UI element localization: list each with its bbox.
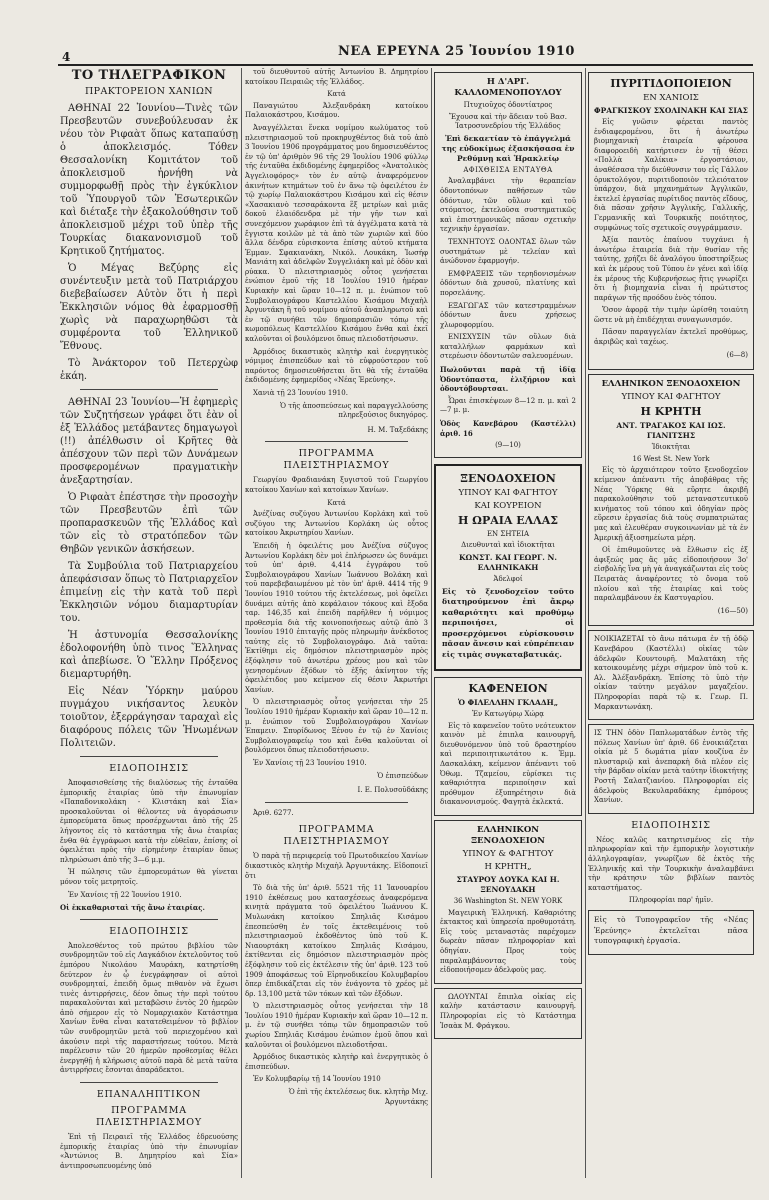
auction-text: Ἀναγγέλλεται ἕνεκα νομίμου κωλύματος τοῦ πλειστηριασμοῦ τοῦ προκηρυχθέντος διὰ τοῦ ἀπὸ 3 Ἰουνίου 1906 προγράμματος μου δημοσιευθέντος ἐν τῷ ὑπ' ἀριθμὸν 96 τῆς 29 Ἰουλίου 1906 φύλλῳ τῆς ἐνταῦθα ἐκδιδομένης ἐφημερίδος «Ἀνατολικὸς Ἀγγελιοφόρος» τὸν ἐν αὐτῷ ἀναφερόμενον ἀκινήτων κτημάτων τοῦ ἐν ἄνω τῷ ὀφειλέτου ἐν τῷ χωρίῳ Παλαιοκάστρου Κισάμου καὶ εἰς θέσιν «Χασακιανὸ τεσσαράκοντα ἓξ μετρίων καὶ μιᾶς δοκοῦ ἐλαιόδενδρα μὲ τὴν γῆν των καὶ συνεχόμενον χωράφιον ἐπὶ τὰ ἀγγέλματα κατὰ τὰ ἔγγιστα κοιλῶν μὲ τὰ ἀπὸ τῶν χωριῶν καὶ δύο ἄλλα δένδρα εὑρισκοντα ἐπίσης αὐτοῦ κτήματα Ἐμμαν. Σφακιανάκη, Νικόλ. Λουκάκη, Ἰωσήφ Μανιάτη καὶ ἀδελφῶν Συγγελιάκη καὶ μὲ ὁδὸν καὶ ρύακα. Ὁ πλειστηριασμὸς οὗτος γενήσεται ἐνώπιον ἐμοῦ τῆς 18 Ἰουλίου 1910 ἡμέραν Κυριακὴν καὶ ὥραν 10—12 π. μ. ἐνώπιον τοῦ Συμβολαιογράφου Καστελλίου Κισάμου Μιχαὴλ Ἀργυντάκη ἢ τοῦ νομίμου αὐτοῦ ἀναπληρωτοῦ καὶ ἐν τῷ συνήθει τῶν δημοπρασιῶν τόπῳ τῆς κωμοπόλεως Καστελλίου Κισάμου ἔνθα καὶ ἐκεῖ καλοῦνται οἱ βουλόμενοι ὅπως πλειοδοτήσωσιν. <box>245 123 428 344</box>
gunpowder-title: ΠΥΡΙΤΙΔΟΠΟΙΕΙΟΝ <box>610 77 732 90</box>
auction-number: Ἀριθ. 6277. <box>253 808 294 817</box>
hotel-address: 36 Washington St. NEW YORK <box>453 897 563 906</box>
column-2 <box>245 68 428 1178</box>
telegram: Τὸ Ἀνάκτορον τοῦ Πετερχὼφ ἐκάη. <box>60 358 238 382</box>
furniture-sale-ad <box>434 988 582 1039</box>
dentist-arrival: ΑΦΙΧΘΕΙΣΑ ΕΝΤΑΥΘΑ <box>463 165 553 174</box>
dentist-text: ΕΝΙΣΧΥΣΙΝ τῶν οὔλων διὰ καταλλήλων φαρμάκων καὶ στερέωσιν ὀδοντωτῶν σαλευομένων. <box>440 333 576 361</box>
hotel-text: Εἰς τὸ ξενοδοχεῖον τοῦτο διατηρούμενον ἐπὶ ἄκρῳ καθαριότητι καὶ προθύμῳ περιποιήσει, οἱ προσερχόμενοι εὑρίσκουσιν πᾶσαν ἄνεσιν καὶ εὐπρέπειαν εἰς τιμὰς συγκαταβατικάς. <box>442 586 574 659</box>
divider <box>80 1082 218 1083</box>
auction-heading: ΠΡΟΓΡΑΜΜΑ ΠΛΕΙΣΤΗΡΙΑΣΜΟΥ <box>96 1105 202 1129</box>
notice-heading: ΕΙΔΟΠΟΙΗΣΙΣ <box>109 763 189 774</box>
divider <box>265 802 408 803</box>
rent-ad <box>588 630 754 720</box>
hotel-owners: ΣΤΑΥΡΟΥ ΔΟΥΚΑ ΚΑΙ Η. ΞΕΝΟΥΔΑΚΗ <box>456 875 560 895</box>
auction-against: Κατά <box>327 498 346 507</box>
dentist-text: ΤΕΧΝΗΤΟΥΣ ΟΔΟΝΤΑΣ ὅλων τῶν συστημάτων μὲ τελείαν καὶ ἀνώδυνον ἐφαρμογήν. <box>440 237 576 266</box>
auction-text: Ὁ παρὰ τῇ περιφερείᾳ τοῦ Πρωτοδικείου Χανίων δικαστικὸς κλητὴρ Μιχαὴλ Ἀργυντάκης. Εἰδοποιεῖ ὅτι <box>245 852 428 880</box>
rent-text: ΙΣ ΤΗΝ ὁδὸν Παπλωματάδων ἐντὸς τῆς πόλεως Χανίων ὑπ' ἀριθ. 66 ἐνοικιάζεται οἰκία μὲ 5 δωμάτια μίαν κουζίνα ἐν πλυσταριῷ καὶ ἀνεπαρκὴ διὰ πλέον εἰς τὴν βάρδαν οἰκίαν μετὰ ταύτην ἰδιοκτήτης Ροστῆ Σαλατζιανίου. Πληροφορίαι εἰς ἀδελφοὺς Βεκυλαραδάκης ἐμπόρους Χανίων. <box>594 729 748 805</box>
hotel-title: ΥΠΝΟΥ & ΦΑΓΗΤΟΥ <box>462 849 554 860</box>
auction-text: Ἐπειδὴ ἡ ὀφειλέτις μου Ἀνέζίνα σύζυγος Ἀντωνίου Κορλάκη δὲν μοὶ ἐπλήρωσεν ὡς δυνάμει τοῦ ὑπ' ἀριθ. 4,414 ἐγγράφου τοῦ Συμβολαιογράφου Χανίων Ἰωάννου Βολάκη καὶ τοῦ παρεβεβαιωμένου μὲ τὸν ὑπ' ἀριθ. 4414 τῆς 9 Ἰουνίου 1910 τούτου τῆς ἐκτελέσεως, μοὶ ὀφείλει δυνάμει αὐτῆς ἀπὸ κεφάλαιον τόκους καὶ ἔξοδα ταρ. 146,35 καὶ ἐπειδὴ παρῆλθεν ἡ νόμιμος προθεσμία διὰ τῆς κοινοποιήσεως αὐτῷ ἀπὸ 3 Ἰουνίου 1910 ἐπιταγῆς πρὸς πληρωμὴν ἀνέκδοτος ταύτης εἰς τὸ Συμβολαιογράφο. Διὰ ταῦτα: Ἐκτίθημι εἰς δημόσιον πλειστηριασμὸν πρὸς ἐξόφλησιν τοῦ ἀνωτέρω χρέους μου καὶ τῶν γενησομένων ἐξόδων τὸ ἐξῆς ἀκίνητον τῆς ὀφειλέτιδος μου κείμενον εἰς θέσιν Ἀκρωτήρι Χανίων. <box>245 541 428 694</box>
auction-text: Ὁ πλειστηριασμὸς οὗτος γενήσεται τὴν 25 Ἰουλίου 1910 ἡμέραν Κυριακὴν καὶ ὥραν 10—12 π. μ. ἐνώπιον τοῦ Συμβολαιογράφου Χανίων Ἐπαμειν. Σπυρίδωνος Ξένου ἐν τῷ ἐν Χανίοις Συμβολαιογραφείῳ του καὶ ἔνθα καλοῦνται οἱ βουλόμενοι ὅπως πλειοδοτήσωσιν. <box>245 698 428 755</box>
hotel-owners: ΑΝΤ. ΤΡΑΓΑΚΟΣ ΚΑΙ ΙΩΣ. ΓΙΑΝΙΤΣΗΣ <box>616 421 726 441</box>
cafe-name: Ὁ ΦΙΛΕΛΛΗΝ ΓΚΛΑΔΗ„ <box>457 698 559 708</box>
notice-text: Νέος καλῶς κατηρτισμένος εἰς τὴν πληρωφορίαν καὶ τὴν ἐμπορικὴν λογιστικὴν ἀλληλογραφίαν, γνωρίζων δὲ ἐκτὸς τῆς Ἑλληνικῆς καὶ τὴν Τουρκικὴν ἀναλαμβάνει τὴν κράτησιν τῶν βιβλίων παντὸς καταστήματος. <box>588 835 754 892</box>
telegraph-subtitle: ΠΡΑΚΤΟΡΕΙΟΝ ΧΑΝΙΩΝ <box>84 86 214 97</box>
column-divider <box>431 68 432 1178</box>
page-number: 4 <box>62 50 71 64</box>
telegraph-title: ΤΟ ΤΗΛΕΓΡΑΦΙΚΟΝ <box>71 68 227 83</box>
auction-date: Ἐν Κολυμβαρίῳ τῇ 14 Ἰουνίου 1910 <box>253 1075 381 1084</box>
gunpowder-text: Πᾶσαν παραγγελίαν ἐκτελεῖ προθύμως, ἀκριβῶς καὶ ταχέως. <box>594 328 748 347</box>
auction-text: Ὁ πλειστηριασμὸς οὗτος γενήσεται τὴν 18 Ἰουλίου 1910 ἡμέραν Κυριακὴν καὶ ὥραν 10—12 π. μ. ἐν τῷ συνήθει τόπῳ τῶν δημοπρασιῶν τοῦ χωρίου Σπηλιᾶς Κισάμου ἐνώπιον ἐμοῦ ὅπου καὶ καλοῦνται οἱ βουλόμενοι πλειοδοτῆσαι. <box>245 1002 428 1049</box>
telegram: Τὰ Συμβούλια τοῦ Πατριαρχείου ἀπεφάσισαν ὅπως τὸ Πατριαρχεῖον ἐπιμείνῃ εἰς τὴν κατὰ τοῦ περὶ Ἐκκλησιῶν νόμου διαμαρτυρίαν του. <box>60 561 238 624</box>
hotel-text: Οἱ ἐπιθυμοῦντες νὰ ἔλθωσιν εἰς ἐξ ἀφιξεώς μας ἂς μᾶς εἰδοποιήσουν 3ο' εἰσβολῆς ἵνα μὴ γὰ ἀναγκάζωνται εἰς τοὺς Πειρατὰς ἀναφέροντες τὸ ὄνομα τοῦ πλοίου καὶ τῆς ἑταιρίας καὶ τοὺς παραλαμβάνουν ἐκ Καστυγαρίου. <box>594 546 748 603</box>
hotel-ad <box>434 820 582 984</box>
hotel-owners-label: Ἰδιοκτῆται <box>651 443 691 452</box>
gunpowder-text: Ἀξία παντὸς ἐπαίνου τυγχάνει ἡ ἀνωτέρω ἑταιρεία διὰ τὴν θυσίαν τῆς ταύτης, χρήζει δὲ ἀναλόγου ὑποστηρίξεως καὶ ἐκ μέρους τοῦ Τύπου ἐν γένει καὶ ἰδίᾳ ἐκ μέρους τῆς Κυβερνήσεως ἥτις γνωρίζει ὅτι ἡ βιομηχανία εἶναι ἡ πρώτιστος παράγων τῆς προόδου ἑνὸς τόπου. <box>594 236 748 302</box>
cafe-title: ΚΑΦΕΝΕΙΟΝ <box>468 682 548 696</box>
hotel-ad <box>588 374 754 626</box>
hotel-text: Εἰς τὸ ἀρχαιότερον τοῦτο ξενοδοχεῖον κείμενον ἀπέναντι τῆς ἀποβάθρας τῆς Νέας Ὑόρκης θὰ εὕρητε ἀκριβῆ παρακολούθησιν τοῦ μεταναστευτικοῦ κινήματος τοῦ τόπου καὶ ὁδηγίαν πρὸς εὕρεσιν ἐργασίας διὰ τοὺς συμπατριώτας μας καὶ ἐλευθέραν συγκοινωνίαν μὲ τὰ ἐν Ἀμερικῇ ἀξιοσημείωτα μέρη. <box>594 466 748 542</box>
dentist-hours: Ὧραι ἐπισκέψεων 8—12 π. μ. καὶ 2—7 μ. μ. <box>440 396 576 415</box>
hotel-address: 16 West St. New York <box>632 454 710 463</box>
dentist-text: ΕΞΑΓΩΓΑΣ τῶν κατεστραμμένων ὀδόντων ἄνευ χρήσεως χλωροφορμίου. <box>440 301 576 329</box>
auction-text: Ἐπὶ τῇ Πειραιεῖ τῆς Ἑλλάδος ἐδρευούσης ἐμπορικῆς ἑταιρίας ὑπὸ τὴν ἐπωνυμίαν «Ἀντώνιος Β. Δημητρίου καὶ Σία» ἀντιπροσωπευομένης ὑπό <box>60 1133 238 1170</box>
hotel-location: ΕΝ ΣΗΤΕΙΑ <box>486 529 530 538</box>
notice-text: Ἀποφασισθείσης τῆς διαλύσεως τῆς ἐνταῦθα ἐμπορικῆς ἑταιρίας ὑπὸ τὴν ἐπωνυμίαν «Παπαδονικολάκη - Κλιστάκη καὶ Σία» προσκαλοῦνται οἱ θέλοντες νὰ ἀγοράσωσιν ἐμπορεύματα ὅπως προσέρχωνται ἀπὸ τῆς 25 λήγοντος εἰς τὸ κατάστημα τῆς ἄνω ἑταιρίας ἔνθα θὰ ἐγγράφωσι κατὰ τὴν εὐθεῖαν, ἐπίσης οἱ ὀφειλέται πρὸς τὴν εἰρημένην ἑταιρίαν ὅπως πληρώσωσι ἀπὸ τῆς 3—6 μ.μ. <box>60 779 238 864</box>
rent-ad <box>588 724 754 814</box>
dentist-text: Πωλοῦνται παρὰ τῇ ἰδίᾳ Ὀδοντόπαστα, ἐλιξήριον καὶ ὀδοντόβουρτσαι. <box>440 365 576 394</box>
auction-text: Παναγιώτου Ἀλεξανδράκη κατοίκου Παλαιοκάστρου, Κισάμου. <box>245 101 428 120</box>
hotel-name: Η ΚΡΗΤΗ„ <box>484 862 532 873</box>
auction-text: Τὸ διὰ τῆς ὑπ' ἀριθ. 5521 τῆς 11 Ἰανουαρίου 1910 ἐκθέσεως μου κατασχέσεως ἀναφερόμενα κινητὰ πράγματα τοῦ ὀφειλέτου Ἰωάννου Κ. Μυλωνάκη κατοίκου Σπηλιᾶς Κισάμου ἐπεσπεύσθη ἐν τοῖς ἐκτεθειμένοις τοῦ πλειστηριασμοῦ ἐκδοθέντος ὑπὸ τοῦ Κ. Νιαουρτάκη κατοίκου Σπηλιᾶς Κισάμου, ἐκτίθενται εἰς δημόσιον πλειστηριασμὸν πρὸς ἐξόφλησιν τοῦ εἰς ἐκτέλεσιν τῆς ὑπ' ἀριθ. 123 τοῦ 1909 ἀποφάσεως τοῦ Εἰρηνοδικείου Κολυμβαρίου ὅπερ ἐπιδικάζεται εἰς τὸν ἐνάγοντα τὸ χρέος μὲ δρ. 13,100 μετὰ τῶν τόκων καὶ τῶν ἐξόδων. <box>245 884 428 998</box>
telegram: Ὁ Ριφαὰτ ἐπέστησε τὴν προσοχὴν τῶν Πρεσβευτῶν ἐπὶ τῶν προπαρασκευῶν τῆς Ἑλλάδος καὶ τῶν εἰς τὸ στρατόπεδον τῶν Θηβῶν γενικῶν ἀσκήσεων. <box>60 492 238 555</box>
hotel-name: Η ΚΡΗΤΗ <box>640 405 702 419</box>
auction-text: τοῦ διευθυντοῦ αὐτῆς Ἀντωνίου Β. Δημητρίου κατοίκου Πειραιῶς τῆς Ἑλλάδος. <box>245 68 428 86</box>
notice-date: Ἐν Χανίοις τῇ 22 Ἰουνίου 1910. <box>68 890 182 899</box>
telegram: ΑΘΗΝΑΙ 23 Ἰουνίου—Ἡ ἐφημερὶς τῶν Συζητήσεων γράφει ὅτι ἐὰν οἱ ἐξ Ἑλλάδος μετάβαντες δημαγωγοὶ (!!) ἀπέλθωσιν οἱ Κρῆτες θὰ ἀπέσχουν τῶν περὶ τῶν Δυνάμεων προσφερομένων πραγματικὴν ἀνεξαρτησίαν. <box>60 397 238 486</box>
notice-text: Πληροφορίαι παρ' ἡμῖν. <box>628 896 714 905</box>
hotel-owners-label: Ἀδελφοί <box>493 575 523 583</box>
gunpowder-ad <box>588 72 754 370</box>
newspaper-masthead: ΝΕΑ ΕΡΕΥΝΑ 25 Ἰουνίου 1910 <box>338 44 575 59</box>
gunpowder-owner: ΦΡΑΓΚΙΣΚΟΥ ΣΧΟΛΙΝΑΚΗ ΚΑΙ ΣΙΑΣ <box>594 106 748 115</box>
ad-reference: (6—8) <box>726 350 748 359</box>
auction-heading: ΠΡΟΓΡΑΜΜΑ ΠΛΕΙΣΤΗΡΙΑΣΜΟΥ <box>283 448 390 472</box>
hotel-ad <box>434 464 582 671</box>
divider <box>265 441 408 442</box>
auction-date: Χανιὰ τῇ 23 Ἰουνίου 1910. <box>253 389 348 397</box>
rent-text: ΝΟΙΚΙΑΖΕΤΑΙ τὸ ἄνω πάτωμα ἐν τῇ ὁδῷ Κανεβάρου (Καστέλλι) οἰκίας τῶν ἀδελφῶν Κουντουρῆ. Μαλατάκη τῆς κατοικουμένης μέχρι σήμερον ὑπὸ τοῦ κ. Αλ. Ἀλέξανδράκη. Ἐπίσης τὸ ὑπὸ τὴν οἰκίαν ταύτην μεγάλον μαγαζεῖον. Πληροφορίαι παρὰ τῷ κ. Γεωρ. Π. Μαρκαντωνάκη. <box>594 635 748 711</box>
column-3 <box>434 68 582 1178</box>
notice-heading: ΕΙΔΟΠΟΙΗΣΙΣ <box>631 819 711 831</box>
dentist-subtitle: Πτυχιοῦχος ὀδοντίατρος <box>463 101 553 109</box>
auction-signature: Η. Μ. Ταξεδάκης <box>367 425 428 434</box>
header-rule <box>58 64 753 66</box>
column-4 <box>588 68 754 1178</box>
notice-heading: ΕΙΔΟΠΟΙΗΣΙΣ <box>109 925 189 937</box>
dentist-experience: Ἐπὶ δεκαετίαν τὸ ἐπάγγελμά της εὐδοκίμως ἐξασκήσασα ἐν Ρεθύμνῃ καὶ Ἡρακλείῳ <box>441 133 575 163</box>
gunpowder-text: Ὅσον ἀφορᾷ τὴν τιμὴν ὡρίσθη τοιαύτη ὥστε νὰ μὴ ἐπιδέχηται συναγωνισμόν. <box>594 306 748 324</box>
auction-text: Ἀνέζίνας συζύγου Ἀντωνίου Κορλάκη καὶ τοῦ συζύγου της Ἀντωνίου Κορλάκη ὡς οὗτος κατοίκου Ἀκρωτηρίου Χανίων. <box>245 510 428 538</box>
cafe-location: Ἐν Κατωγύρῳ Χώρᾳ <box>471 710 544 719</box>
cafe-ad <box>434 677 582 816</box>
hotel-title: ΕΛΛΗΝΙΚΟΝ ΞΕΝΟΔΟΧΕΙΟΝ <box>601 379 741 390</box>
hotel-title: ΕΛΛΗΝΙΚΟΝ ΞΕΝΟΔΟΧΕΙΟΝ <box>471 825 545 847</box>
printing-press-ad <box>588 910 754 955</box>
column-divider <box>585 68 586 1178</box>
auction-heading: ΠΡΟΓΡΑΜΜΑ ΠΛΕΙΣΤΗΡΙΑΣΜΟΥ <box>283 824 390 848</box>
divider <box>80 919 218 920</box>
auction-date: Ἐν Χανίοις τῇ 23 Ἰουνίου 1910. <box>253 759 367 767</box>
hotel-owners: ΚΩΝΣΤ. ΚΑΙ ΓΕΩΡΓ. Ν. ΕΛΛΗΝΙΚΑΚΗ <box>459 553 557 572</box>
dentist-license: Ἔχουσα καὶ τὴν ἄδειαν τοῦ Βασ. Ἰατροσυνεδρίου τῆς Ἑλλάδος <box>448 112 568 131</box>
telegram: Ὁ Μέγας Βεζύρης εἰς συνέντευξιν μετὰ τοῦ Πατριάρχου διεβεβαίωσεν Αὐτὸν ὅτι ἡ περὶ Ἐκκλησιῶν νόμος θὰ ἐφαρμοσθῇ χωρὶς νὰ παραχωρηθῶσι τὰ συμφέροντα τοῦ Ἑλληνικοῦ Ἔθνους. <box>60 263 238 352</box>
telegram: Ἡ ἀστυνομία Θεσσαλονίκης ἐδολοφονήθη ὑπὸ τινος Ἕλληνας καὶ ἀπεβίωσε. Ὁ Ἕλλην Πρόξενος διεμαρτυρήθη. <box>60 630 238 680</box>
hotel-title: ΥΠΝΟΥ ΚΑΙ ΦΑΓΗΤΟΥ <box>621 392 721 403</box>
telegram: Εἰς Νέαν Ὑόρκην μαύρου πυγμάχου νικήσαντος λευκὸν τοιοῦτον, ἐξερράγησαν ταραχαὶ εἰς διαφόρους πόλεις τῶν Ἡνωμένων Πολιτειῶν. <box>60 686 238 749</box>
dentist-text: ΕΜΦΡΑΞΕΙΣ τῶν τερηδονισμένων ὀδόντων διὰ χρυσοῦ, πλατίνης καὶ πορσελάνης. <box>440 269 576 297</box>
auction-text: Ἀρμόδιος δικαστικὸς κλητὴρ καὶ ἐνεργητικὸς ὁ ἐπισπεύδων. <box>245 1053 428 1071</box>
hotel-title: ΞΕΝΟΔΟΧΕΙΟΝ <box>460 471 556 485</box>
auction-signature: Ὁ ἐπὶ τῆς ἐκτελέσεως δικ. κλητὴρ Μιχ. Ἀργυντάκης <box>288 1088 428 1106</box>
auction-signature: Ὁ τῆς ἀποσπεύσεως καὶ παραγγελλούσης πληρεξούσιος δικηγόρος. <box>280 401 428 420</box>
auction-signature: Ι. Ε. Πολυσοῦδάκης <box>357 786 428 795</box>
dentist-text: Ἀναλαμβάνει τὴν θεραπείαν ὀδοντοπόνων παθήσεων τῶν ὀδόντων, τῶν οὔλων καὶ τοῦ στόματος, ἐκτελοῦσα συστηματικῶς καὶ ἐπιστημονικῶς πᾶσαν σχετικὴν τεχνικὴν ἐργασίαν. <box>440 177 576 234</box>
press-text: Εἰς τὸ Τυπογραφεῖον τῆς «Νέας Ἐρεύνης» ἐκτελεῖται πᾶσα τυπογραφικὴ ἐργασία. <box>594 915 748 945</box>
ad-reference: (16—50) <box>717 606 748 615</box>
hotel-title: ΥΠΝΟΥ ΚΑΙ ΦΑΓΗΤΟΥ <box>458 487 558 498</box>
column-1 <box>60 68 238 1178</box>
hotel-text: Μαγειρικὴ Ἑλληνική. Καθαριότης ἐκτακτος καὶ ὑπηρεσία προθυμοτάτη. Εἰς τοὺς μεταναστὰς παρέχομεν δωρεὰν πᾶσαν πληροφορίαν καὶ ὁδηγίαν. Προς τοὺς παραλαμβάνοντας τοὺς εἰδοποιήσομεν ἀδελφοὺς μας. <box>440 908 576 975</box>
page-header <box>0 40 769 64</box>
auction-heading: ΕΠΑΝΑΛΗΠΤΙΚΟΝ <box>96 1089 202 1101</box>
dentist-name: Η Δ'ΑΡΓ. ΚΑΛΛΟΜΕΝΟΠΟΥΛΟΥ <box>454 77 562 98</box>
dentist-ad <box>434 72 582 458</box>
divider <box>80 389 218 390</box>
sale-text: ΩΛΟΥΝΤΑΙ ἔπιπλα οἰκίας εἰς καλὴν κατάστασιν καινουργῆ. Πληροφορίαι εἰς τὸ Κατάστημα Ἰσαὰκ Μ. Φράγκου. <box>440 992 576 1030</box>
notice-signature: Οἱ ἐκκαθαρισταὶ τῆς ἄνω ἑταιρίας. <box>60 903 205 913</box>
gunpowder-location: ΕΝ ΧΑΝΙΟΙΣ <box>643 93 699 103</box>
hotel-name: Η ΩΡΑΙΑ ΕΛΛΑΣ <box>457 513 559 527</box>
column-divider <box>241 68 242 1178</box>
dentist-address: Ὁδὸς Κανεβάρου (Καστέλλι) ἀριθ. 16 <box>440 419 576 438</box>
cafe-text: Εἰς τὸ καφενεῖον τοῦτο νεότευκτον καινὸν μὲ ἐπιπλα καινουργῆ, διευθυνόμενον ὑπὸ τοῦ δραστηρίου καὶ περιποιητικωτάτου κ. Ἐμμ. Δασκαλάκη, κείμενον ἀπέναντι τοῦ Ὀθωμ. Τζαμείου, εὑρίσκει τις καθαριότητα περιποίησιν καὶ πρόθυμον ἐξυπηρέτησιν διὰ διακανονισμούς. Φαγητὰ ἐκλεκτά. <box>440 721 576 807</box>
ad-reference: (9—10) <box>495 441 521 450</box>
telegram: ΑΘΗΝΑΙ 22 Ἰουνίου—Τινὲς τῶν Πρεσβευτῶν συνεβούλευσαν ἐκ νέου τὸν Ριφαὰτ ὅπως καταπαύσῃ ὁ ἀποκλεισμός. Τόθεν Θεσσαλονίκη Κομιτάτον τοῦ ἀποκλεισμοῦ ἠρνήθη νὰ συμμορφωθῇ πρὸς τὴν ἐγκύκλιον τοῦ Ὑπουργοῦ τῶν Ἐσωτερικῶν καὶ διέταξε τὴν ἐξακολούθησιν τοῦ ἀποκλεισμοῦ μέχρι τοῦ ὑπὲρ τῆς Τουρκίας διακανονισμοῦ τοῦ Κρητικοῦ ζητήματος. <box>60 103 238 257</box>
hotel-owners-label: Διευθυνταὶ καὶ ἰδιοκτῆται <box>461 541 555 550</box>
divider <box>80 756 218 757</box>
hotel-title: ΚΑΙ ΚΟΥΡΕΙΟΝ <box>474 500 542 511</box>
gunpowder-text: Εἰς γνῶσιν φέρεται παντὸς ἐνδιαφερομένου, ὅτι ἡ ἀνωτέρω βιομηχανικὴ ἑταιρεία φέρουσα διαφοροειδὴ κατήρτισεν ἐν τῇ θέσει «Πολλὰ Χαλίκια» ἐργοστάσιον, ἀναθέσασα τὴν διεύθυνσιν του εἰς Γάλλον ὀρυκτολόγον, πυριτιδοποιὸν τελειότατον ὑπάρχον, διὰ μηχανημάτων Ἀγγλικῶν, ἐκτελεῖ ἐργασίας πυρίτιδος παντὸς εἴδους, διὰ πᾶσαν χρῆσιν Ἀγγλικῆς, Γαλλικῆς, Γερμανικῆς καὶ Τουρκικῆς ποιότητος, συμφώνως τοῖς σχετικοῖς συγγράμμασιν. <box>594 118 748 232</box>
auction-signature: Ὁ ἐπισπεύδων <box>377 771 428 780</box>
notice-text: Ἡ πώλησις τῶν ἐμπορευμάτων θὰ γίνεται μόνον τοῖς μετρητοῖς. <box>60 868 238 886</box>
auction-against: Κατά <box>327 90 346 99</box>
auction-text: Ἀρμόδιος δικαστικὸς κλητὴρ καὶ ἐνεργητικὸς νόμιμος ἐπισπεύδων καὶ τὸ εὐφρούστερον τοῦ παρόντος δημοσιευθήσεται ὅτι θὰ τῆς ἐνταῦθα ἐκδιδομένης ἐφημερίδος «Νέας Ἐρεύνης». <box>245 347 428 385</box>
notice-text: Ἀπολεσθέντος τοῦ πρώτου βιβλίου τῶν συνδρομητῶν τοῦ εἰς Λαγκάδιον ἐκτελοῦντος τοῦ ἐμπόρου Νικολάου Μαυράκη, κατηρτίσθη δεύτερον ἐν ᾧ ἐνεγράφησαν οἱ αὐτοὶ συνδρομηταί, ἐπειδὴ ὅμως πιθανὸν νὰ ἔχωσι τινὲς ἀντιρρήσεις, δέον ὅπως τὴν περὶ τούτου παρακαλοῦνται καὶ μεταβῶσιν ἐντὸς 20 ἡμερῶν ἀπὸ σήμερον εἰς τὸ Νομαρχιακὸν Κατάστημα Χανίων ἔνθα εἶναι κατατεθειμένον τὸ βιβλίον τῶν συνδρομητῶν μετὰ τοῦ περιεχομένου καὶ ἀκούσιν περὶ τῆς παραστήσεως τούτου. Μετὰ παρέλευσιν τῶν 20 ἡμερῶν προθεσμίας θέλει ἐνεργηθῇ ἡ κλήρωσις αὐτοῦ παρὰ δὲ μετὰ ταῦτα ἀντιρρήσεις ἔσονται ἀπαράδεκτοι. <box>60 941 238 1075</box>
auction-text: Γεωργίου Φραδιανάκη ξυγιστοῦ τοῦ Γεωργίου κατοίκου Χανίων καὶ κατοίκων Χανίων. <box>245 476 428 494</box>
